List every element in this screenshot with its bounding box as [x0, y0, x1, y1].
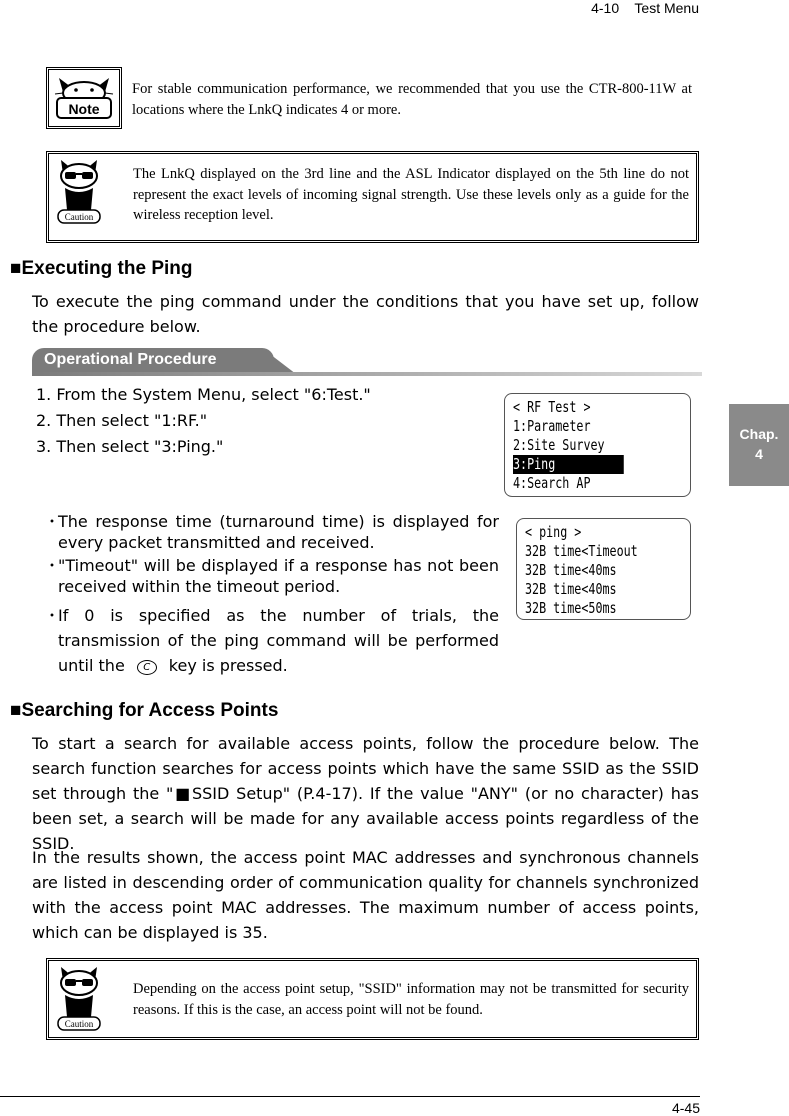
bullet-item: ・ If 0 is specified as the number of trials, the transmission of the ping command will be performed until the C key is pressed.	[44, 606, 499, 675]
note-icon-label: Note	[68, 101, 100, 117]
note-icon-frame	[46, 67, 122, 129]
footer-rule	[0, 1096, 700, 1097]
section-title-search: ■Searching for Access Points	[10, 700, 279, 721]
search-paragraph-1: To start a search for available access points, follow the procedure below. The search function searches for access points which have the same SSID as the SSID set through the "■SSID Setup" (P.4-17). If the value "ANY" (or no character) has been set, a search will be made for any available access points regardless of the SSID.	[32, 734, 699, 853]
bullet-item: ・ The response time (turnaround time) is displayed for every packet transmitted and received.	[44, 512, 499, 552]
ping-screen	[516, 518, 691, 620]
rf-screen-line: < RF Test >	[513, 398, 591, 416]
caution-box-2	[46, 958, 699, 1040]
ping-notes	[44, 511, 499, 678]
procedure-step: 3. Then select "3:Ping."	[36, 437, 224, 456]
procedure-step: 1. From the System Menu, select "6:Test."	[36, 385, 371, 404]
ping-screen-line: 32B time<40ms	[525, 580, 617, 598]
caution-text-2: Depending on the access point setup, "SSID" information may not be transmitted for security reasons. If this is the case, an access point will not be found.	[133, 981, 689, 1018]
ping-screen-line: < ping >	[525, 523, 582, 541]
ping-screen-line: 32B time<50ms	[525, 599, 617, 617]
caution-icon-label: Caution	[64, 212, 94, 222]
caution-box-1	[46, 151, 699, 243]
ping-screen-line: 32B time<40ms	[525, 561, 617, 579]
note-cat-icon	[53, 76, 115, 120]
caution-icon-label: Caution	[64, 1019, 94, 1029]
section-title-ping: ■Executing the Ping	[10, 258, 193, 279]
c-key-icon: C	[137, 660, 157, 675]
note-box	[46, 67, 699, 129]
running-header: 4-10 Test Menu	[591, 0, 699, 16]
chapter-tab-label: Chap.	[739, 426, 779, 442]
rf-screen-line: 1:Parameter	[513, 417, 591, 435]
note-text: For stable communication performance, we recommended that you use the CTR-800-11W at locations where the LnkQ indicates 4 or more.	[132, 81, 692, 118]
page-number: 4-45	[671, 1100, 700, 1116]
procedure-step: 2. Then select "1:RF."	[36, 411, 208, 430]
chapter-tab	[729, 404, 789, 486]
rf-screen-selected-line: 3:Ping	[513, 455, 624, 474]
search-paragraph-2: In the results shown, the access point MAC addresses and synchronous channels are listed in descending order of communication quality for channels synchronized with the access point MAC addresses. The maximum number of access points, which can be displayed is 35.	[32, 848, 699, 942]
chapter-tab-number: 4	[755, 446, 763, 462]
rf-screen-line: 2:Site Survey	[513, 436, 605, 454]
operational-procedure-label: Operational Procedure	[44, 351, 217, 368]
bullet-item: ・ "Timeout" will be displayed if a response has not been received within the timeout period.	[44, 556, 499, 596]
operational-procedure-bar	[32, 348, 702, 378]
ping-screen-line: 32B time<Timeout	[525, 542, 638, 560]
caution-cat-icon	[55, 967, 103, 1031]
ping-intro: To execute the ping command under the conditions that you have set up, follow the procedure below.	[32, 292, 699, 336]
caution-cat-icon	[55, 160, 103, 224]
caution-text-1: The LnkQ displayed on the 3rd line and the ASL Indicator displayed on the 5th line do not represent the exact levels of incoming signal strength. Use these levels only as a guide for the wireless reception level.	[133, 166, 689, 223]
rf-screen-line: 4:Search AP	[513, 474, 591, 492]
procedure-steps	[36, 382, 371, 460]
rf-test-screen	[504, 393, 691, 497]
